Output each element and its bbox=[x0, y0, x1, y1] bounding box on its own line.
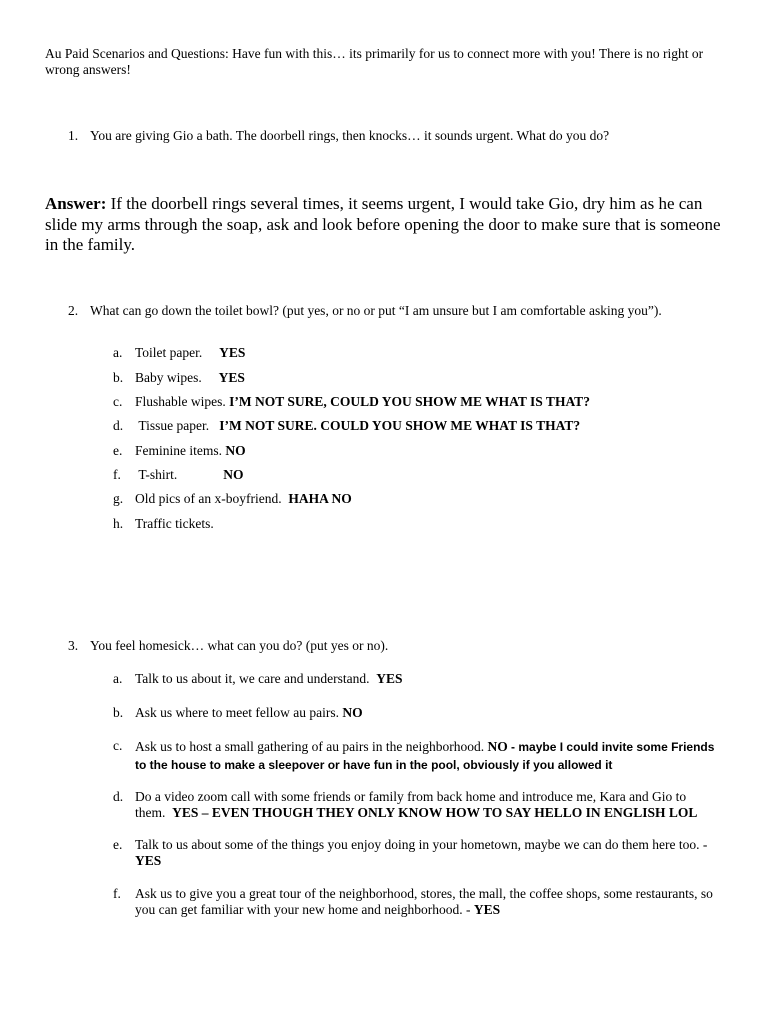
list-item bbox=[113, 886, 728, 918]
item-text: Old pics of an x-boyfriend. bbox=[135, 491, 282, 506]
question-2 bbox=[68, 303, 728, 319]
question-number: 2. bbox=[68, 303, 79, 318]
item-answer: I’M NOT SURE. COULD YOU SHOW ME WHAT IS THAT? bbox=[219, 418, 581, 433]
item-answer: YES bbox=[219, 345, 246, 360]
item-text: Flushable wipes. bbox=[135, 394, 226, 409]
item-letter: g. bbox=[113, 491, 124, 506]
item-text: Toilet paper. bbox=[135, 345, 203, 360]
list-item bbox=[113, 370, 728, 386]
item-answer: I’M NOT SURE, COULD YOU SHOW ME WHAT IS THAT? bbox=[229, 394, 590, 409]
question-number: 3. bbox=[68, 638, 79, 653]
question-text: You feel homesick… what can you do? (put yes or no). bbox=[90, 638, 389, 653]
intro-text: Au Paid Scenarios and Questions: Have fun with this… its primarily for us to connect more with you! There is no right or wrong answers! bbox=[45, 46, 704, 77]
item-text: Ask us to give you a great tour of the neighborhood, stores, the mall, the coffee shops, some restaurants, so you can get familiar with your new home and neighborhood. - bbox=[135, 886, 713, 917]
list-item bbox=[113, 467, 728, 483]
answer-label: Answer: bbox=[45, 194, 107, 213]
question-number: 1. bbox=[68, 128, 79, 143]
list-item bbox=[113, 516, 728, 532]
list-item bbox=[113, 837, 728, 869]
question-text: What can go down the toilet bowl? (put yes, or no or put “I am unsure but I am comfortable asking you”). bbox=[90, 303, 662, 318]
list-item bbox=[113, 491, 728, 507]
item-text: Baby wipes. bbox=[135, 370, 202, 385]
item-text: Ask us to host a small gathering of au pairs in the neighborhood. bbox=[135, 739, 485, 754]
question-3 bbox=[68, 638, 728, 654]
item-answer: YES – EVEN THOUGH THEY ONLY KNOW HOW TO SAY HELLO IN ENGLISH LOL bbox=[172, 805, 698, 820]
item-letter: e. bbox=[113, 837, 123, 852]
list-item bbox=[113, 394, 728, 410]
item-answer: YES bbox=[473, 902, 501, 917]
item-answer: YES bbox=[376, 671, 403, 686]
item-text: T-shirt. bbox=[138, 467, 178, 482]
item-letter: e. bbox=[113, 443, 123, 458]
item-letter: d. bbox=[113, 789, 124, 804]
item-answer: YES bbox=[218, 370, 245, 385]
item-letter: f. bbox=[113, 467, 121, 482]
question-1 bbox=[68, 128, 728, 144]
question-text: You are giving Gio a bath. The doorbell rings, then knocks… it sounds urgent. What do you do? bbox=[90, 128, 610, 143]
item-letter: b. bbox=[113, 705, 124, 720]
item-letter: c. bbox=[113, 394, 123, 409]
item-letter: d. bbox=[113, 418, 124, 433]
item-answer: NO bbox=[342, 705, 363, 720]
item-letter: a. bbox=[113, 671, 123, 686]
answer-text: If the doorbell rings several times, it seems urgent, I would take Gio, dry him as he can slide my arms through the soap, ask and look before opening the door to make sure that is someone in the family. bbox=[45, 194, 721, 254]
item-text: Talk to us about some of the things you enjoy doing in your hometown, maybe we can do them here too. - bbox=[135, 837, 708, 852]
item-letter: f. bbox=[113, 886, 121, 901]
list-item bbox=[113, 705, 728, 721]
answer-1 bbox=[45, 194, 735, 256]
item-answer: YES bbox=[135, 853, 162, 868]
list-item bbox=[113, 738, 728, 774]
list-item bbox=[113, 443, 728, 459]
item-answer: NO bbox=[225, 443, 246, 458]
item-answer: NO bbox=[487, 739, 508, 754]
item-answer: NO bbox=[223, 467, 244, 482]
list-item bbox=[113, 671, 728, 687]
list-item bbox=[113, 418, 728, 434]
item-text: Feminine items. bbox=[135, 443, 222, 458]
item-letter: h. bbox=[113, 516, 124, 531]
list-item bbox=[113, 345, 728, 361]
item-answer-note: - maybe I could invite some Friends to the house to make a sleepover or have fun in the pool, obviously if you allowed it bbox=[135, 740, 715, 772]
item-answer: HAHA NO bbox=[288, 491, 352, 506]
item-letter: a. bbox=[113, 345, 123, 360]
item-text: Ask us where to meet fellow au pairs. bbox=[135, 705, 339, 720]
item-text: Do a video zoom call with some friends or family from back home and introduce me, Kara and Gio to them. bbox=[135, 789, 687, 820]
item-text: Talk to us about it, we care and understand. bbox=[135, 671, 370, 686]
item-letter: c. bbox=[113, 738, 123, 753]
item-letter: b. bbox=[113, 370, 124, 385]
list-item bbox=[113, 789, 728, 821]
item-text: Tissue paper. bbox=[138, 418, 210, 433]
item-text: Traffic tickets. bbox=[135, 516, 214, 531]
